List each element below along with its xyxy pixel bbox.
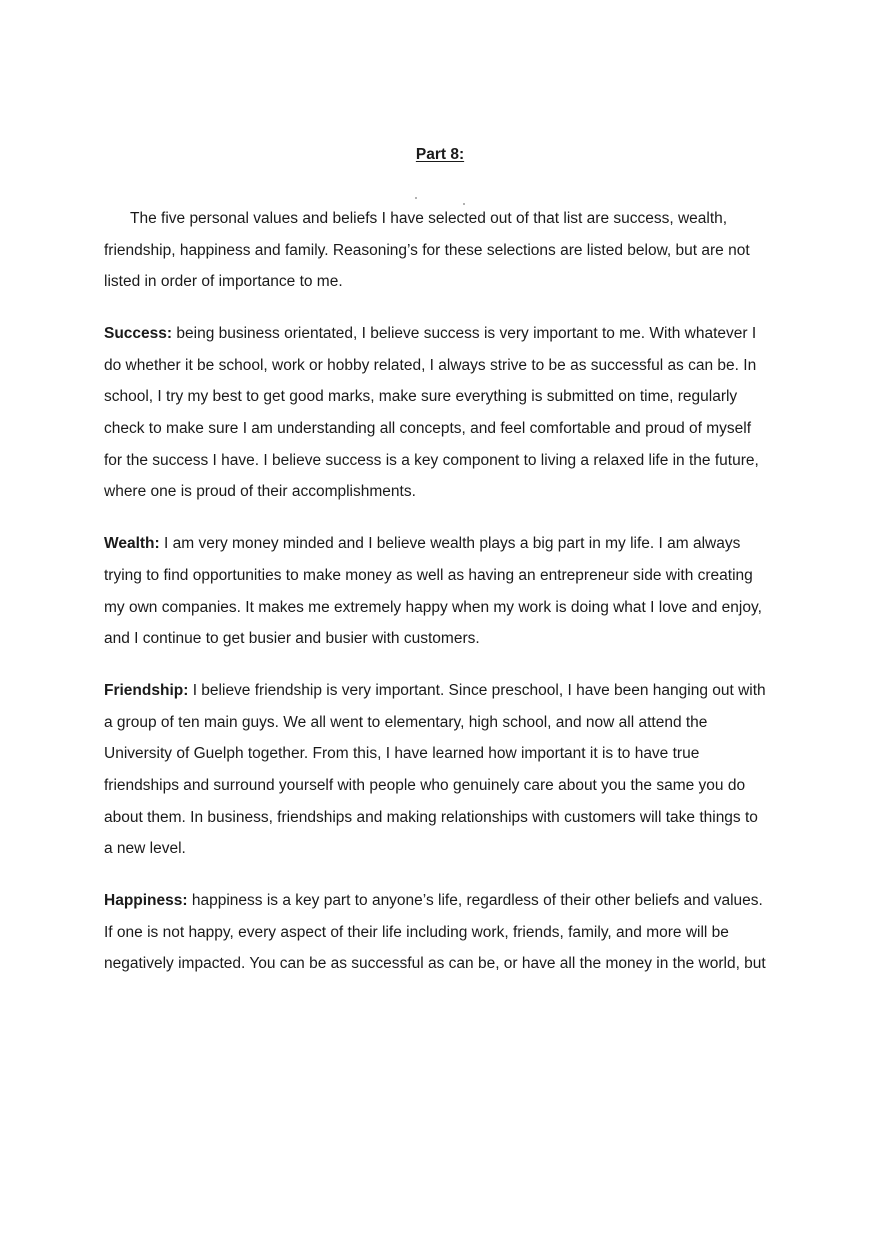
happiness-text: happiness is a key part to anyone’s life, regardless of their other beliefs and values. If one is not happy, every aspect of their life including work, friends, family, and more will be negatively impacted. You can be as successful as can be, or have all the money in the world, but [104,892,766,973]
success-term: Success: [104,325,173,343]
happiness-paragraph [104,885,768,980]
document-body [104,203,768,1001]
success-paragraph [104,318,768,508]
wealth-text: I am very money minded and I believe wealth plays a big part in my life. I am always trying to find opportunities to make money as well as having an entrepreneur side with creating my own companies. It makes me extremely happy when my work is doing what I love and enjoy, and I continue to get busier and busier with customers. [104,535,762,648]
scan-speck [415,197,417,199]
happiness-term: Happiness: [104,892,188,910]
friendship-paragraph [104,675,768,865]
friendship-text: I believe friendship is very important. Since preschool, I have been hanging out with a group of ten main guys. We all went to elementary, high school, and now all attend the University of Guelph together. From this, I have learned how important it is to have true friendships and surround yourself with people who genuinely care about you the same you do about them. In business, friendships and making relationships with customers will take things to a new level. [104,682,766,858]
page-title: Part 8: [415,146,465,163]
success-text: being business orientated, I believe success is very important to me. With whatever I do whether it be school, work or hobby related, I always strive to be as successful as can be. In school, I try my best to get good marks, make sure everything is submitted on time, regularly check to make sure I am understanding all concepts, and feel comfortable and proud of myself for the success I have. I believe success is a key component to living a relaxed life in the future, where one is proud of their accomplishments. [104,325,759,501]
wealth-paragraph [104,528,768,654]
friendship-term: Friendship: [104,682,189,700]
wealth-term: Wealth: [104,535,160,553]
intro-paragraph: The five personal values and beliefs I have selected out of that list are success, wealth, friendship, happiness and family. Reasoning’s for these selections are listed below, but are not listed in order of importance to me. [104,210,750,291]
